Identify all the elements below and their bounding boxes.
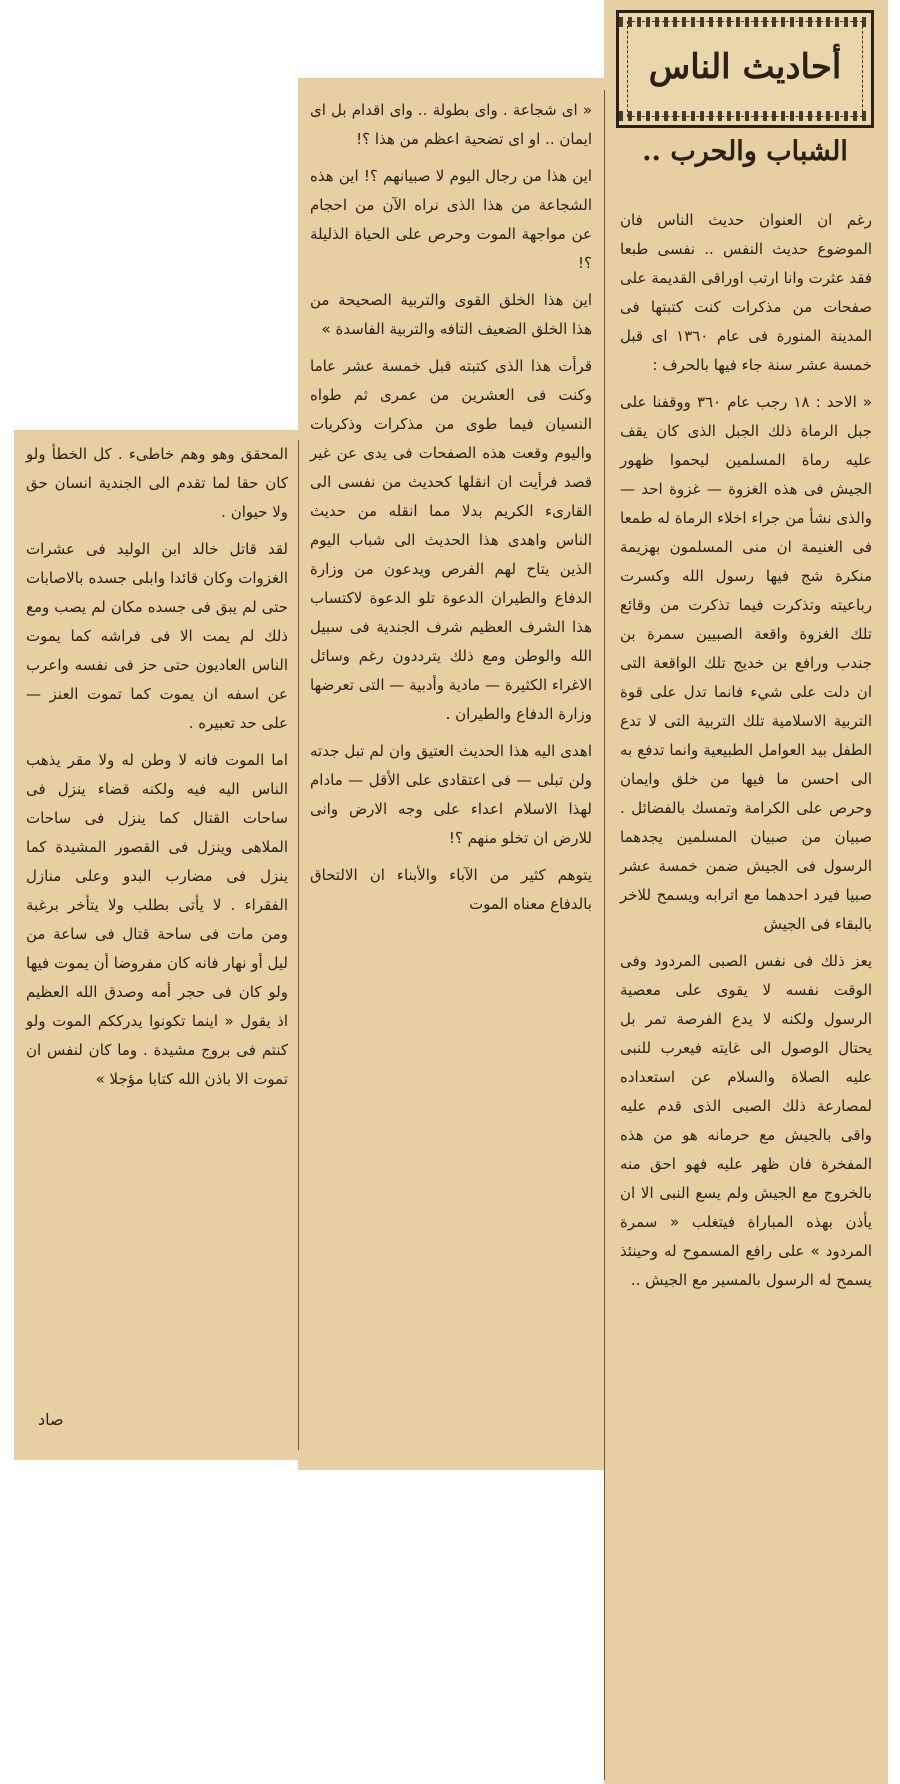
paragraph: المحقق وهو وهم خاطىء . كل الخطأ ولو كان حقا لما تقدم الى الجندية انسان حق ولا حيوان . <box>26 445 288 521</box>
paragraph: يتوهم كثير من الآباء والأبناء ان الالتحاق بالدفاع معناه الموت <box>310 866 592 913</box>
article-column-middle <box>310 96 592 1466</box>
paragraph: « الاحد : ١٨ رجب عام ٣٦٠ ووقفنا على جبل الرماة ذلك الجبل الذى كان يقف عليه رماة المسلمين ليحموا ظهور الجيش فى هذه الغزوة — غزوة احد — والذى نشأ من جراء اخلاء الرماة له طمعا فى الغنيمة ان منى المسلمون بهزيمة منكرة شج فيها رسول الله وكسرت رباعيته وتذكرت فيما تذكرت من وقائع تلك الغزوة واقعة الصبيين سمرة بن جندب ورافع بن خديج تلك الواقعة التى ان دلت على شيء فانما تدل على قوة التربية الاسلامية تلك التربية التى لا تدع الطفل بيد العوامل الطبيعية وانما تدفع به الى احسن ما فيها من خلق وايمان وحرص على الكرامة وتمسك بالفضائل . صبيان من صبيان المسلمين يجدهما الرسول فى الجيش ضمن خمسة عشر صبيا فيرد احدهما مع اترابه ويسمح للاخر بالبقاء فى الجيش <box>620 393 873 933</box>
masthead-box <box>616 10 874 128</box>
column-rule <box>298 440 299 1450</box>
article-headline: الشباب والحرب .. <box>642 136 848 167</box>
paragraph: لقد قاتل خالد ابن الوليد فى عشرات الغزوات وكان قائدا وابلى جسده بالاصابات حتى لم يبق فى جسده مكان لم يصب ومع ذلك لم يمت الا فى فراشه كما يموت الناس العاديون حتى حز فى نفسه واعرب عن اسفه ان يموت كما تموت العنز — على حد تعبيره . <box>26 540 288 732</box>
paragraph: « اى شجاعة . واى بطولة .. واى اقدام بل اى ايمان .. او اى تضحية اعظم من هذا ؟! <box>310 101 592 148</box>
paragraph: اين هذا الخلق القوى والتربية الصحيحة من هذا الخلق الضعيف التافه والتربية الفاسدة » <box>310 291 592 338</box>
article-column-left <box>26 440 288 1400</box>
paragraph: رغم ان العنوان حديث الناس فان الموضوع حديث النفس .. نفسى طبعا فقد عثرت وانا ارتب اوراقى القديمة على صفحات من مذكرات كنت كتبتها فى المدينة المنورة فى عام ١٣٦٠ اى قبل خمسة عشر سنة جاء فيها بالحرف : <box>620 211 872 374</box>
author-signature: صاد <box>38 1410 64 1429</box>
masthead-title: أحاديث الناس <box>648 47 842 87</box>
paragraph: اين هذا من رجال اليوم لا صبيانهم ؟! اين هذه الشجاعة من هذا الذى نراه الآن من احجام عن مواجهة الموت وحرص على الحياة الذليلة ؟! <box>310 167 592 272</box>
article-column-right <box>620 206 872 1776</box>
column-rule <box>604 90 605 1780</box>
paragraph: قرأت هذا الذى كتبته قبل خمسة عشر عاما وكنت فى العشرين من عمرى ثم طواه النسيان فيما طوى من مذكرات وذكريات واليوم وقعت هذه الصفحات فى يدى عن غير قصد فرأيت ان انقلها كحديث من نفسى الى القارىء الكريم بدلا مما انقله من حديث الناس واهدى هذا الحديث الى شباب اليوم الذين يتاح لهم الفرص ويدعون من وزارة الدفاع والطيران الدعوة تلو الدعوة لاكتساب هذا الشرف العظيم شرف الجندية فى سبيل الله والوطن ومع ذلك يترددون رغم وسائل الاغراء الكثيرة — مادية وأدبية — التى تعرضها وزارة الدفاع والطيران . <box>310 357 592 723</box>
paragraph: يعز ذلك فى نفس الصبى المردود وفى الوقت نفسه لا يقوى على معصية الرسول ولكنه لا يدع الفرصة تمر بل يحتال الوصول الى غايته فيعرب للنبى عليه الصلاة والسلام عن استعداده لمصارعة ذلك الصبى الذى قدم عليه واقى بالجيش مع حرمانه هو من هذه المفخرة فان ظهر عليه فهو احق منه بالخروج مع الجيش ولم يسع النبى الا ان يأذن بهذه المباراة فيتغلب « سمرة المردود » على رافع المسموح له وحينئذ يسمح له الرسول بالمسير مع الجيش .. <box>620 952 872 1289</box>
paragraph: اما الموت فانه لا وطن له ولا مقر يذهب الناس اليه فيه ولكنه قضاء ينزل فى ساحات القتال كما ينزل فى ساحات الملاهى وينزل فى القصور المشيدة كما ينزل فى مضارب البدو وعلى منازل الفقراء . لا يأتى بطلب ولا يتأخر برغبة ومن مات فى ساحة قتال فى ساعة من ليل أو نهار فانه كان مفروضا أن يموت فيها ولو كان فى حجر أمه وصدق الله العظيم اذ يقول « اينما تكونوا يدرككم الموت ولو كنتم فى بروج مشيدة . وما كان لنفس ان تموت الا باذن الله كتابا مؤجلا » <box>26 751 288 1088</box>
paragraph: اهدى اليه هذا الحديث العتيق وان لم تبل جدته ولن تبلى — فى اعتقادى على الأقل — مادام لهذا الاسلام اعداء على وجه الارض وانى للارض ان تخلو منهم ؟! <box>310 742 592 847</box>
